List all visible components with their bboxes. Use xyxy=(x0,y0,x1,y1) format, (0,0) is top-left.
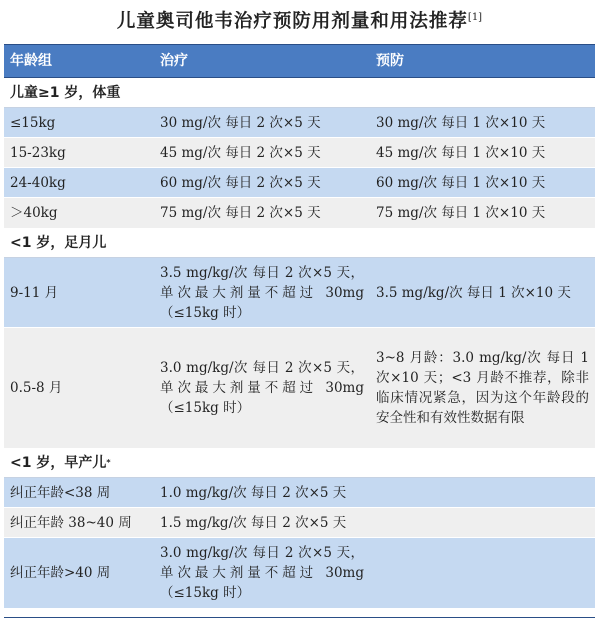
treatment-cell: 60 mg/次 每日 2 次×5 天 xyxy=(160,174,321,191)
treatment-text: 3.0 mg/kg/次 每日 2 次×5 天，单次最大剂量不超过 30mg（≤15kg 时） xyxy=(160,360,364,416)
prevention-cell xyxy=(370,508,595,537)
treatment-cell: 1.0 mg/kg/次 每日 2 次×5 天 xyxy=(160,484,347,501)
dosage-table xyxy=(4,44,595,608)
treatment-cell: 45 mg/次 每日 2 次×5 天 xyxy=(160,144,321,161)
prevention-cell: 75 mg/次 每日 1 次×10 天 xyxy=(376,205,546,221)
treatment-cell: 75 mg/次 每日 2 次×5 天 xyxy=(160,205,321,221)
section-full-term-infants xyxy=(4,228,595,258)
prevention-cell: 3.5 mg/kg/次 每日 1 次×10 天 xyxy=(376,284,571,301)
prevention-cell xyxy=(370,328,595,448)
treatment-cell: 30 mg/次 每日 2 次×5 天 xyxy=(160,114,321,131)
treatment-text: 3.0 mg/kg/次 每日 2 次×5 天，单次最大剂量不超过 30mg（≤15kg 时） xyxy=(160,545,364,601)
table-bottom-rule xyxy=(4,617,595,618)
section-label: <1 岁，足月儿 xyxy=(10,234,107,251)
treatment-cell xyxy=(154,258,370,327)
treatment-text: 3.5 mg/kg/次 每日 2 次×5 天，单次最大剂量不超过 30mg（≤15kg 时） xyxy=(160,264,364,321)
age-group-cell: ≤15kg xyxy=(10,114,56,131)
prevention-cell: 30 mg/次 每日 1 次×10 天 xyxy=(376,114,546,131)
section-label-wrap xyxy=(4,448,595,477)
age-group-cell: 0.5-8 月 xyxy=(10,380,63,396)
table-row xyxy=(4,328,595,448)
age-group-cell: ＞40kg xyxy=(10,205,58,221)
age-group-cell: 24-40kg xyxy=(10,174,66,191)
table-row xyxy=(4,168,595,198)
prevention-cell xyxy=(370,538,595,608)
prevention-cell: 45 mg/次 每日 1 次×10 天 xyxy=(376,144,546,161)
treatment-cell xyxy=(154,538,370,608)
table-header xyxy=(4,44,595,78)
age-group-cell: 纠正年龄 38~40 周 xyxy=(10,514,132,531)
age-group-cell: 纠正年龄<38 周 xyxy=(10,484,111,501)
prevention-cell xyxy=(370,478,595,507)
table-title xyxy=(0,7,599,39)
header-age-group: 年龄组 xyxy=(10,53,52,69)
age-group-cell: 纠正年龄>40 周 xyxy=(10,565,111,581)
header-prevention: 预防 xyxy=(376,53,404,69)
table-row xyxy=(4,138,595,168)
section-label: <1 岁，早产儿 xyxy=(10,454,107,471)
age-group-cell: 9-11 月 xyxy=(10,284,59,301)
table-row xyxy=(4,198,595,228)
footnote-mark: * xyxy=(106,457,111,467)
age-group-cell: 15-23kg xyxy=(10,144,66,161)
prevention-cell: 60 mg/次 每日 1 次×10 天 xyxy=(376,174,546,191)
prevention-text: 3~8 月龄：3.0 mg/kg/次 每日 1 次×10 天；<3 月龄不推荐，除非临床情况紧急，因为这个年龄段的安全性和有效性数据有限 xyxy=(376,350,589,426)
table-row xyxy=(4,258,595,328)
section-label: 儿童≥1 岁，体重 xyxy=(10,84,121,101)
treatment-cell xyxy=(154,328,370,448)
table-title-text: 儿童奥司他韦治疗预防用剂量和用法推荐 xyxy=(116,11,468,32)
header-treatment: 治疗 xyxy=(160,53,188,69)
treatment-cell: 1.5 mg/kg/次 每日 2 次×5 天 xyxy=(160,514,347,531)
section-preterm-infants xyxy=(4,448,595,478)
reference-mark: [1] xyxy=(467,11,483,23)
section-children-over-1 xyxy=(4,78,595,108)
table-row xyxy=(4,538,595,608)
table-row xyxy=(4,508,595,538)
table-row xyxy=(4,478,595,508)
table-row xyxy=(4,108,595,138)
